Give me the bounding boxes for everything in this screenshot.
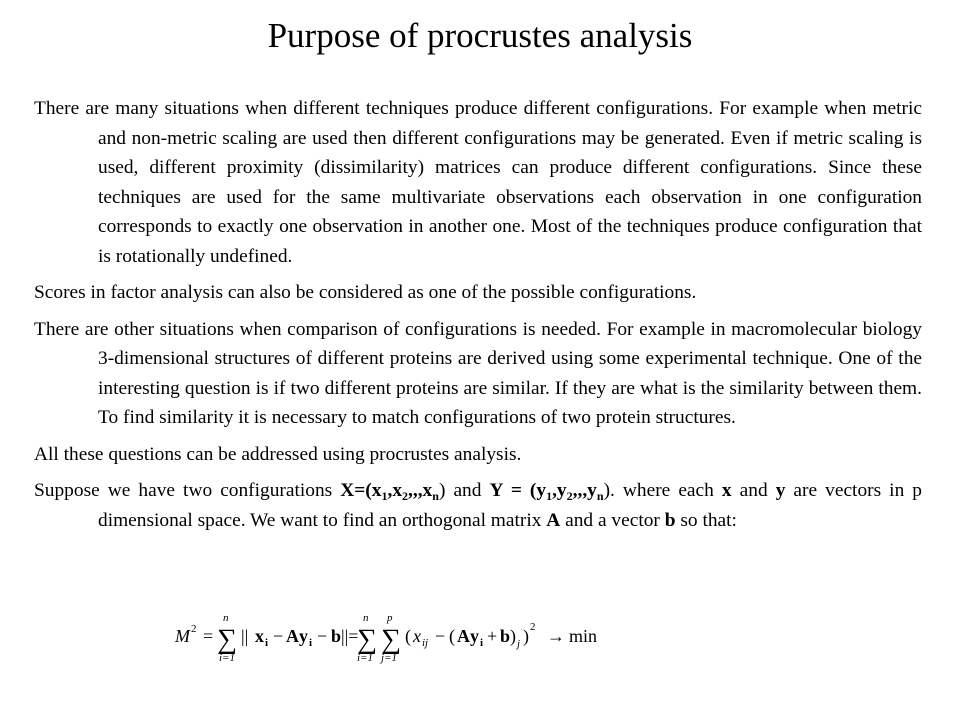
paragraph-5: Suppose we have two configurations $X=(x_1,x_2,,,x_n)$ and $Y = (y_1,y_2,,,y_n)$. where each x and y are vectors in p dimensional space. We want to find an orthogonal matrix A and a vector b so that: — [34, 480, 923, 531]
formula-min: min — [569, 626, 598, 646]
formula-norm-close: ||= — [341, 626, 359, 646]
formula-sum-upper: n — [223, 612, 229, 624]
svg-text:i: i — [265, 637, 269, 649]
paragraph-4: All these questions can be addressed using procrustes analysis. — [34, 443, 522, 465]
formula-sum2-lower: j=1 — [381, 652, 397, 664]
formula-norm-open: || — [241, 626, 249, 646]
svg-text:−: − — [317, 626, 328, 646]
formula-sum-sign-2: ∑ — [357, 624, 377, 655]
svg-text:x: x — [413, 626, 421, 646]
svg-text:ij: ij — [422, 637, 429, 649]
formula-sum2-upper: p — [387, 612, 393, 624]
svg-text:): ) — [510, 626, 516, 646]
svg-text:j: j — [517, 638, 521, 650]
formula-squared: 2 — [191, 623, 197, 635]
svg-text:−: − — [273, 626, 284, 646]
svg-text:): ) — [523, 626, 529, 646]
formula-A: A — [286, 626, 299, 646]
svg-text:i: i — [309, 637, 313, 649]
svg-text:−: − — [435, 626, 446, 646]
svg-text:(: ( — [449, 626, 455, 646]
formula-x: x — [255, 626, 264, 646]
paragraph-2: Scores in factor analysis can also be considered as one of the possible configurations. — [34, 282, 697, 303]
slide-body — [34, 94, 922, 542]
svg-text:i: i — [480, 637, 484, 649]
svg-text:A: A — [457, 626, 470, 646]
svg-text:i=1: i=1 — [357, 652, 373, 664]
svg-text:y: y — [470, 626, 479, 646]
formula-b: b — [331, 626, 342, 646]
procrustes-formula — [173, 610, 613, 664]
formula-sum-sign-3: ∑ — [381, 624, 401, 655]
paragraph-3: There are other situations when comparison of configurations is needed. For example in macromolecular biology 3-dimensional structures of different proteins are derived using some experimental technique. One of the interesting question is if two different proteins are similar. If they are what is the similarity between them. To find similarity it is necessary to match configurations of two protein structures. — [34, 318, 922, 428]
formula-arrow: → — [547, 626, 565, 646]
x-configuration: $X=(x_1,x_2,,,x_n$ — [340, 480, 439, 503]
slide-title: Purpose of procrustes analysis — [267, 16, 693, 55]
svg-text:(: ( — [405, 626, 411, 646]
paragraph-1: There are many situations when different techniques produce different configurations. For example when metric and non-metric scaling are used then different configurations may be generated. Even if metric scaling is used, different proximity (dissimilarity) matrices can produce different configurations. Since these techniques are used for the same multivariate observations each observation in one configuration corresponds to exactly one observation in another one. Most of the techniques produce configuration that is rotationally undefined. — [34, 98, 922, 267]
formula-equals: = — [203, 626, 214, 646]
formula-M: M — [175, 626, 190, 646]
formula-y: y — [299, 626, 308, 646]
svg-text:b: b — [500, 626, 511, 646]
svg-text:n: n — [363, 612, 369, 624]
svg-text:+: + — [487, 626, 498, 646]
formula-exponent: 2 — [530, 621, 536, 633]
y-configuration: $Y = (y_1,y_2,,,y_n$ — [489, 480, 604, 503]
formula-sum-lower: i=1 — [219, 652, 235, 664]
formula-sum-sign: ∑ — [217, 624, 237, 655]
